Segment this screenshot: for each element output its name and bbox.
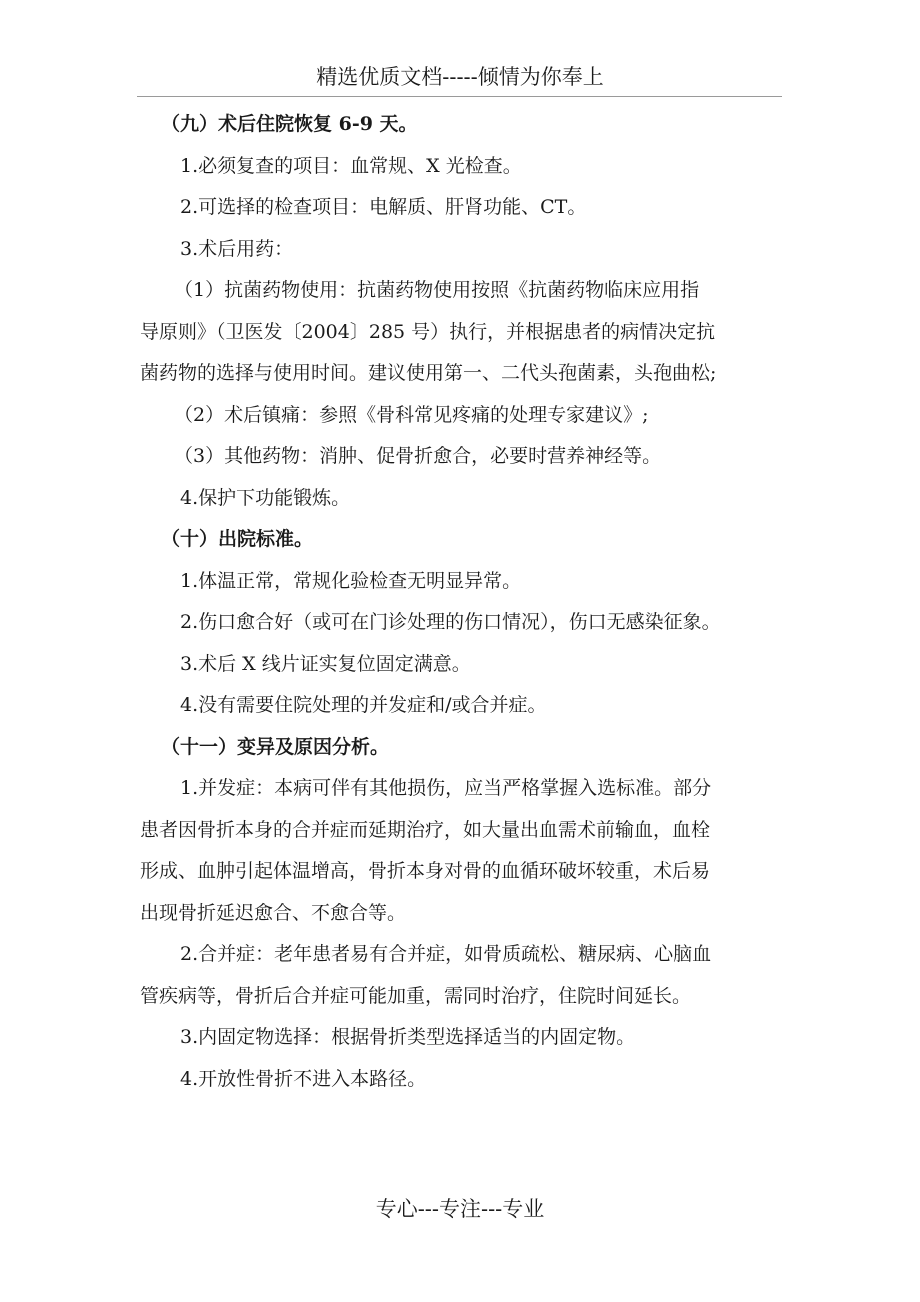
text-line: 菌药物的选择与使用时间。建议使用第一、二代头孢菌素，头孢曲松; xyxy=(140,362,717,384)
page-footer: 专心---专注---专业 xyxy=(375,1197,545,1221)
text-line: 导原则》（卫医发〔2004〕285 号）执行，并根据患者的病情决定抗 xyxy=(140,320,716,343)
text-line: 4.保护下功能锻炼。 xyxy=(180,486,351,509)
text-line: 形成、血肿引起体温增高，骨折本身对骨的血循环破坏较重，术后易 xyxy=(140,860,711,882)
document-body xyxy=(140,104,782,1100)
text-line: 2.可选择的检查项目：电解质、肝肾功能、CT。 xyxy=(180,196,587,218)
text-line: 患者因骨折本身的合并症而延期治疗，如大量出血需术前输血，血栓 xyxy=(140,818,711,841)
text-line: 1.并发症：本病可伴有其他损伤，应当严格掌握入选标准。部分 xyxy=(180,777,712,799)
section-heading: （十）出院标准。 xyxy=(161,528,314,550)
page-header: 精选优质文档-----倾情为你奉上 xyxy=(316,65,604,89)
text-line: 3.术后用药： xyxy=(180,237,294,260)
text-line: 2.合并症：老年患者易有合并症，如骨质疏松、糖尿病、心脑血 xyxy=(180,943,712,965)
text-line: （2）术后镇痛：参照《骨科常见疼痛的处理专家建议》; xyxy=(174,403,649,426)
text-line: 1.体温正常，常规化验检查无明显异常。 xyxy=(180,569,522,592)
section-heading: （九）术后住院恢复 6-9 天。 xyxy=(161,113,418,135)
text-line: 2.伤口愈合好（或可在门诊处理的伤口情况），伤口无感染征象。 xyxy=(180,611,721,633)
section-heading: （十一）变异及原因分析。 xyxy=(161,735,390,758)
text-line: （3）其他药物：消肿、促骨折愈合，必要时营养神经等。 xyxy=(174,445,662,467)
text-line: （1）抗菌药物使用：抗菌药物使用按照《抗菌药物临床应用指 xyxy=(174,279,700,301)
text-line: 3.术后 X 线片证实复位固定满意。 xyxy=(180,652,471,675)
text-line: 4.没有需要住院处理的并发症和/或合并症。 xyxy=(180,694,547,716)
text-line: 管疾病等，骨折后合并症可能加重，需同时治疗，住院时间延长。 xyxy=(140,984,692,1007)
text-line: 1.必须复查的项目：血常规、X 光检查。 xyxy=(180,154,522,177)
header-divider xyxy=(137,96,782,97)
text-line: 出现骨折延迟愈合、不愈合等。 xyxy=(140,901,407,924)
text-line: 4.开放性骨折不进入本路径。 xyxy=(180,1067,427,1090)
text-line: 3.内固定物选择：根据骨折类型选择适当的内固定物。 xyxy=(180,1026,636,1048)
